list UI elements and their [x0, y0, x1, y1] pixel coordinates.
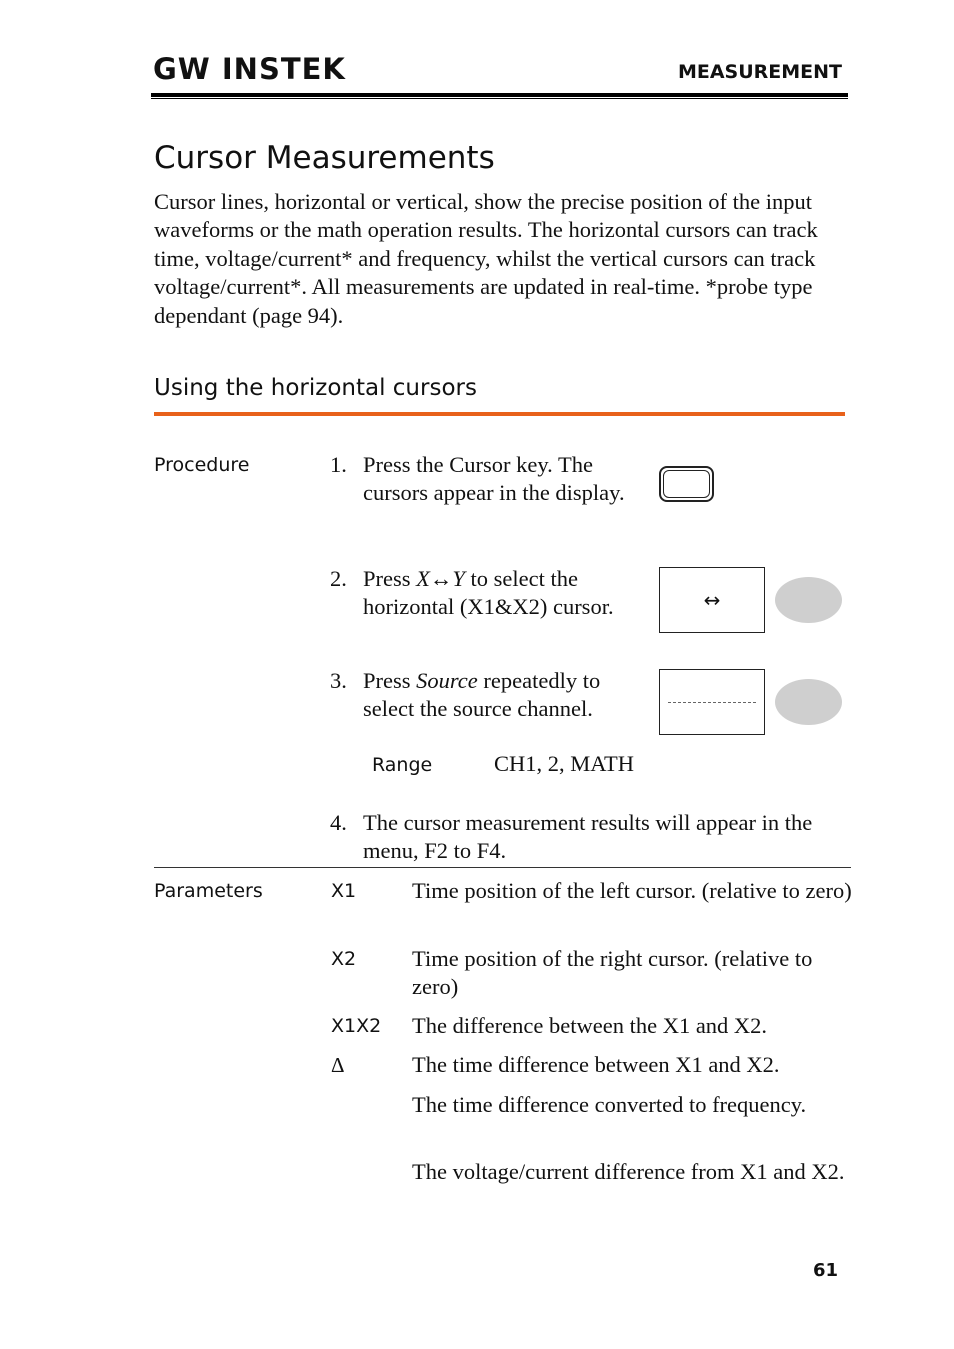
page-title: Cursor Measurements [154, 140, 495, 176]
step-2-post: to select the horizontal (X1&X2) cursor. [363, 566, 614, 620]
step-1-text: Press the Cursor key. The cursors appear in the display. [363, 452, 625, 506]
step-1-number: 1. [330, 452, 347, 477]
param-key-delta: Δ [331, 1053, 345, 1077]
step-3-number: 3. [330, 668, 347, 693]
param-desc-x2: Time position of the right cursor. (relative to zero) [412, 946, 813, 1000]
procedure-label: Procedure [154, 454, 250, 476]
step-2-pre: Press [363, 566, 417, 591]
page-number: 61 [813, 1260, 839, 1281]
source-softkey-button [775, 679, 842, 725]
section-label: MEASUREMENT [677, 61, 842, 83]
step-2-text [363, 565, 648, 622]
step-2-number: 2. [330, 566, 347, 591]
cursor-key-icon [659, 466, 714, 502]
xy-arrow-icon: ↔ [703, 588, 721, 612]
param-key-x1: X1 [331, 880, 357, 902]
step-3-key: Source [416, 668, 478, 693]
parameters-label: Parameters [154, 880, 263, 902]
param-desc-x1x2: The difference between the X1 and X2. [412, 1013, 768, 1038]
header-rule [151, 93, 848, 97]
source-menu-dotted-line [668, 702, 756, 703]
param-key-x1x2: X1X2 [331, 1015, 382, 1037]
param-desc-x1: Time position of the left cursor. (relative to zero) [412, 878, 852, 903]
xy-softkey-button [775, 577, 842, 623]
step-2-key: X↔Y [416, 566, 465, 591]
step-3-pre: Press [363, 668, 417, 693]
range-label: Range [372, 754, 433, 776]
step-3-post: repeatedly to select the source channel. [363, 668, 601, 722]
param-desc-delta: The time difference between X1 and X2. [412, 1052, 780, 1077]
param-desc-frequency: The time difference converted to frequency. [412, 1092, 807, 1117]
param-desc-voltage: The voltage/current difference from X1 and X2. [412, 1159, 845, 1184]
param-key-x2: X2 [331, 948, 357, 970]
step-4-text: The cursor measurement results will appear in the menu, F2 to F4. [363, 810, 813, 864]
range-value: CH1, 2, MATH [494, 751, 635, 776]
table-divider [154, 867, 851, 868]
subsection-title: Using the horizontal cursors [154, 375, 477, 401]
gw-instek-logo: GW INSTEK [153, 52, 346, 86]
step-4-number: 4. [330, 810, 347, 835]
intro-paragraph: Cursor lines, horizontal or vertical, show the precise position of the input waveforms or the math operation results. The horizontal cursors can track time, voltage/current* and frequency, whilst the vertical cursors can track voltage/current*. All measurements are updated in real-time. *probe type dependant (page 94). [154, 189, 818, 328]
header-rule-thin [151, 98, 848, 99]
step-3-text [363, 667, 648, 724]
subsection-rule [154, 412, 845, 416]
